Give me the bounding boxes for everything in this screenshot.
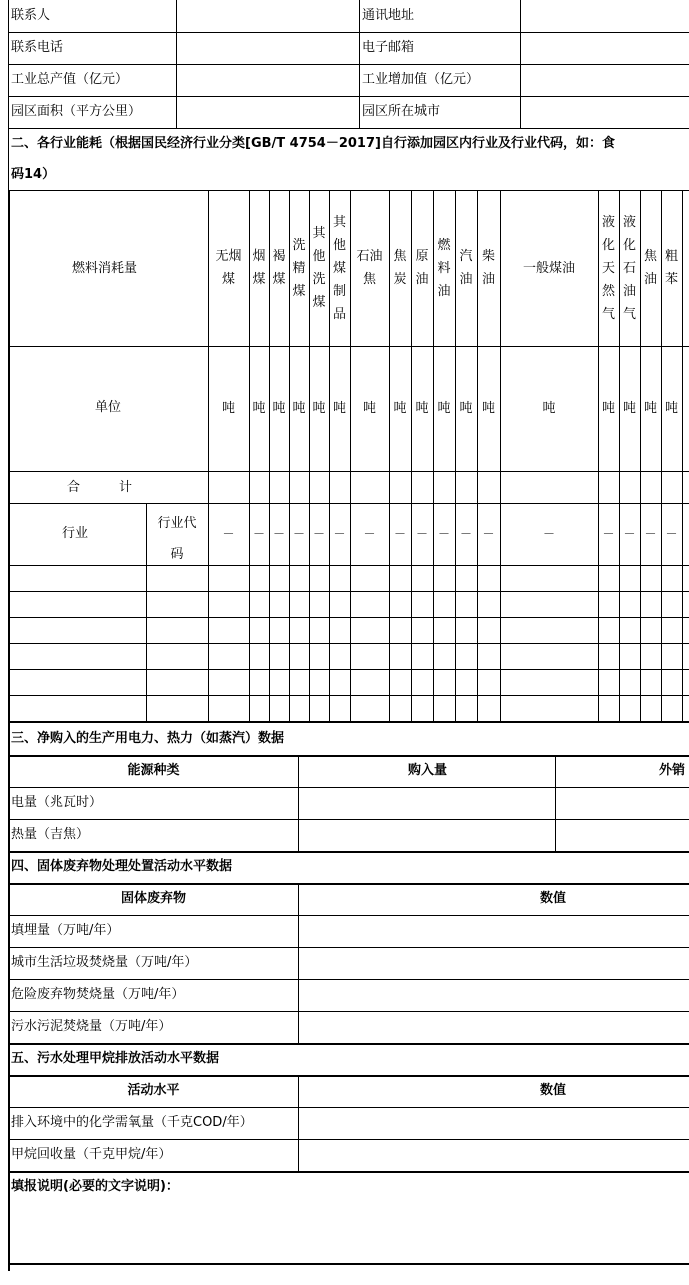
park-city-value[interactable] [521, 96, 689, 128]
unit-row-label: 单位 [95, 400, 122, 415]
fuel-header-10: 汽 油 [459, 249, 473, 287]
grid-line [8, 1043, 10, 1271]
section2-title-cont: 码14） [11, 167, 56, 182]
purchased-energy-table [0, 755, 689, 851]
grid-line [8, 346, 689, 347]
industrial-output-value[interactable] [177, 64, 359, 96]
fuel-code-dash: － [363, 527, 376, 541]
grid-line [433, 190, 434, 723]
grid-line [298, 1075, 299, 1171]
grid-line [8, 128, 9, 190]
notes-label: 填报说明(必要的文字说明)： [11, 1179, 179, 1194]
grid-line [298, 755, 299, 851]
grid-line [389, 190, 390, 723]
grid-line [8, 128, 689, 129]
landfill-value-input[interactable] [299, 915, 689, 947]
fuel-header-2: 褐 煤 [272, 249, 286, 287]
heat-outside-input[interactable] [556, 819, 689, 851]
grid-line [8, 787, 689, 788]
grid-line [146, 503, 147, 721]
section3-title: 三、净购入的生产用电力、热力（如蒸汽）数据 [11, 731, 285, 746]
heat-row-label: 热量（吉焦） [11, 827, 90, 842]
methane-recovery-row-label: 甲烷回收量（千克甲烷/年） [11, 1147, 172, 1162]
msw-incineration-value-input[interactable] [299, 947, 689, 979]
fuel-header-0: 无烟 煤 [215, 249, 242, 287]
purchase-amount-header: 购入量 [407, 763, 447, 778]
section5-title: 五、污水处理甲烷排放活动水平数据 [11, 1051, 220, 1066]
industry-row[interactable] [8, 643, 689, 669]
grid-line [8, 1075, 689, 1077]
industry-row[interactable] [8, 591, 689, 617]
industry-row[interactable] [8, 565, 689, 591]
fuel-total-cell[interactable] [619, 471, 640, 503]
grid-line [350, 190, 351, 723]
msw-incineration-row-label: 城市生活垃圾焚烧量（万吨/年） [11, 955, 198, 970]
grid-line [208, 190, 209, 723]
grid-line [598, 190, 599, 723]
contact-person-value[interactable] [177, 0, 359, 32]
industry-row[interactable] [8, 617, 689, 643]
grid-line [8, 190, 689, 191]
fuel-unit-15: 吨 [643, 400, 657, 416]
fuel-total-cell[interactable] [500, 471, 598, 503]
industrial-added-value-label: 工业增加值（亿元） [362, 72, 480, 87]
landfill-row-label: 填埋量（万吨/年） [11, 923, 120, 938]
fuel-total-cell[interactable] [661, 471, 682, 503]
grid-line [500, 190, 501, 723]
fuel-header-14: 液 化 石 油 气 [622, 214, 636, 322]
grid-line [8, 851, 689, 853]
fuel-code-dash: － [542, 527, 555, 541]
fuel-code-dash: － [665, 527, 678, 541]
industrial-added-value-value[interactable] [521, 64, 689, 96]
grid-line [8, 96, 689, 97]
fuel-header-15: 焦 油 [643, 249, 657, 287]
grid-line [298, 883, 299, 1043]
hazardous-incineration-row-label: 危险废弃物焚烧量（万吨/年） [11, 987, 185, 1002]
fuel-code-dash: － [272, 527, 285, 541]
grid-line [8, 1107, 689, 1108]
grid-line [249, 190, 250, 723]
fuel-unit-10: 吨 [459, 400, 473, 416]
solid-waste-table [0, 883, 689, 1043]
contact-person-label: 联系人 [11, 8, 51, 23]
section2-title: 二、各行业能耗（根据国民经济行业分类[GB/T 4754－2017]自行添加园区内行业及行业代码，如：食 [11, 136, 615, 151]
fuel-header-16: 粗 苯 [664, 249, 678, 287]
fuel-header-12: 一般煤油 [522, 260, 575, 276]
fuel-header-9: 燃 料 油 [437, 237, 451, 299]
fuel-unit-3: 吨 [292, 400, 306, 416]
contact-phone-label: 联系电话 [11, 40, 64, 55]
fuel-header-7: 焦 炭 [393, 249, 407, 287]
fuel-unit-1: 吨 [252, 400, 266, 416]
fuel-unit-11: 吨 [481, 400, 495, 416]
fuel-code-dash: － [437, 527, 450, 541]
waste-value-header: 数值 [539, 891, 566, 906]
electricity-row-label: 电量（兆瓦时） [11, 795, 103, 810]
grid-line [8, 32, 689, 33]
fuel-total-cell[interactable] [455, 471, 477, 503]
fuel-unit-14: 吨 [622, 400, 636, 416]
total-row-label: 合 计 [67, 480, 133, 495]
grid-line [269, 190, 270, 723]
fuel-total-cell[interactable] [433, 471, 455, 503]
mailing-address-label: 通讯地址 [362, 8, 415, 23]
grid-line [520, 0, 521, 128]
contact-phone-value[interactable] [177, 32, 359, 64]
fuel-code-dash: － [333, 527, 346, 541]
fuel-total-cell[interactable] [477, 471, 500, 503]
fuel-unit-13: 吨 [601, 400, 615, 416]
grid-line [8, 883, 689, 885]
fuel-total-cell[interactable] [598, 471, 619, 503]
fuel-total-cell[interactable] [411, 471, 433, 503]
fuel-total-cell[interactable] [289, 471, 309, 503]
fuel-code-dash: － [459, 527, 472, 541]
grid-line [8, 1263, 689, 1265]
grid-line [8, 695, 689, 696]
industrial-output-label: 工业总产值（亿元） [11, 72, 129, 87]
grid-line [8, 503, 689, 504]
park-area-value[interactable] [177, 96, 359, 128]
fuel-total-cell[interactable] [389, 471, 411, 503]
grid-line [8, 471, 689, 472]
fuel-unit-8: 吨 [415, 400, 429, 416]
fuel-unit-5: 吨 [332, 400, 346, 416]
grid-line [8, 1171, 689, 1173]
energy-type-header: 能源种类 [127, 763, 180, 778]
grid-line [289, 190, 290, 723]
grid-line [359, 0, 360, 128]
grid-line [8, 947, 689, 948]
fuel-code-dash: － [482, 527, 495, 541]
grid-line [8, 1011, 689, 1012]
fuel-unit-4: 吨 [312, 400, 326, 416]
fuel-unit-2: 吨 [272, 400, 286, 416]
grid-line [8, 617, 689, 618]
email-value[interactable] [521, 32, 689, 64]
industry-row[interactable] [8, 695, 689, 721]
fuel-code-dash: － [222, 527, 235, 541]
fuel-code-dash: － [312, 527, 325, 541]
grid-line [8, 643, 689, 644]
grid-line [8, 755, 689, 757]
fuel-code-dash: － [393, 527, 406, 541]
park-city-label: 园区所在城市 [362, 104, 441, 119]
grid-line [8, 915, 689, 916]
cod-row-label: 排入环境中的化学需氧量（千克COD/年） [11, 1115, 253, 1130]
electricity-outside-input[interactable] [556, 787, 689, 819]
grid-line [8, 819, 689, 820]
fuel-total-cell[interactable] [208, 471, 249, 503]
grid-line [8, 979, 689, 980]
sludge-incineration-row-label: 污水污泥焚烧量（万吨/年） [11, 1019, 172, 1034]
fuel-consumption-header: 燃料消耗量 [72, 261, 138, 276]
industry-code-header-text: 行业代 码 [157, 516, 197, 562]
fuel-unit-16: 吨 [664, 400, 678, 416]
fuel-header-3: 洗 精 煤 [292, 237, 306, 299]
notes-box[interactable] [8, 1171, 689, 1263]
grid-line [640, 190, 641, 723]
grid-line [8, 1139, 689, 1140]
hazardous-incineration-value-input[interactable] [299, 979, 689, 1011]
sludge-incineration-value-input[interactable] [299, 1011, 689, 1043]
fuel-unit-12: 吨 [542, 400, 556, 416]
outside-sales-header: 外销 [659, 763, 686, 778]
grid-line [8, 591, 689, 592]
industry-header: 行业 [62, 526, 89, 541]
wastewater-methane-table [0, 1075, 689, 1171]
fuel-header-13: 液 化 天 然 气 [601, 214, 615, 322]
fuel-total-cell[interactable] [309, 471, 329, 503]
fuel-header-1: 烟 煤 [252, 249, 266, 287]
fuel-total-cell[interactable] [350, 471, 389, 503]
methane-recovery-value-input[interactable] [299, 1139, 689, 1171]
grid-line [477, 190, 478, 723]
industry-code-header [147, 508, 207, 570]
fuel-total-cell[interactable] [269, 471, 289, 503]
fuel-header-5: 其 他 煤 制 品 [332, 214, 346, 322]
grid-line [329, 190, 330, 723]
fuel-header-4: 其 他 洗 煤 [312, 226, 326, 310]
grid-line [455, 190, 456, 723]
fuel-code-dash: － [623, 527, 636, 541]
grid-line [619, 190, 620, 723]
cod-value-input[interactable] [299, 1107, 689, 1139]
grid-line [309, 190, 310, 723]
fuel-total-cell[interactable] [640, 471, 661, 503]
grid-line [8, 1043, 689, 1045]
fuel-unit-9: 吨 [437, 400, 451, 416]
fuel-header-8: 原 油 [415, 249, 429, 287]
grid-line [8, 721, 689, 723]
fuel-code-dash: － [644, 527, 657, 541]
grid-line [176, 0, 177, 128]
activity-level-header: 活动水平 [127, 1083, 180, 1098]
methane-value-header: 数值 [539, 1083, 566, 1098]
email-label: 电子邮箱 [362, 40, 415, 55]
electricity-purchase-input[interactable] [299, 787, 556, 819]
grid-line [661, 190, 662, 723]
heat-purchase-input[interactable] [299, 819, 556, 851]
industry-row[interactable] [8, 669, 689, 695]
section4-title: 四、固体废弃物处理处置活动水平数据 [11, 859, 233, 874]
grid-line [682, 190, 683, 723]
fuel-header-6: 石油 焦 [356, 249, 383, 287]
fuel-unit-7: 吨 [393, 400, 407, 416]
fuel-total-cell[interactable] [249, 471, 269, 503]
fuel-code-dash: － [292, 527, 305, 541]
fuel-code-dash: － [602, 527, 615, 541]
grid-line [8, 669, 689, 670]
grid-line [411, 190, 412, 723]
park-area-label: 园区面积（平方公里） [11, 104, 142, 119]
fuel-total-cell[interactable] [329, 471, 350, 503]
solid-waste-header: 固体废弃物 [120, 891, 186, 906]
fuel-unit-0: 吨 [221, 400, 235, 416]
grid-line [555, 755, 556, 851]
fuel-unit-6: 吨 [362, 400, 376, 416]
grid-line [8, 64, 689, 65]
grid-line [8, 565, 689, 566]
fuel-code-dash: － [252, 527, 265, 541]
mailing-address-value[interactable] [521, 0, 689, 32]
fuel-header-11: 柴 油 [481, 249, 495, 287]
grid-line [8, 0, 9, 128]
fuel-code-dash: － [415, 527, 428, 541]
